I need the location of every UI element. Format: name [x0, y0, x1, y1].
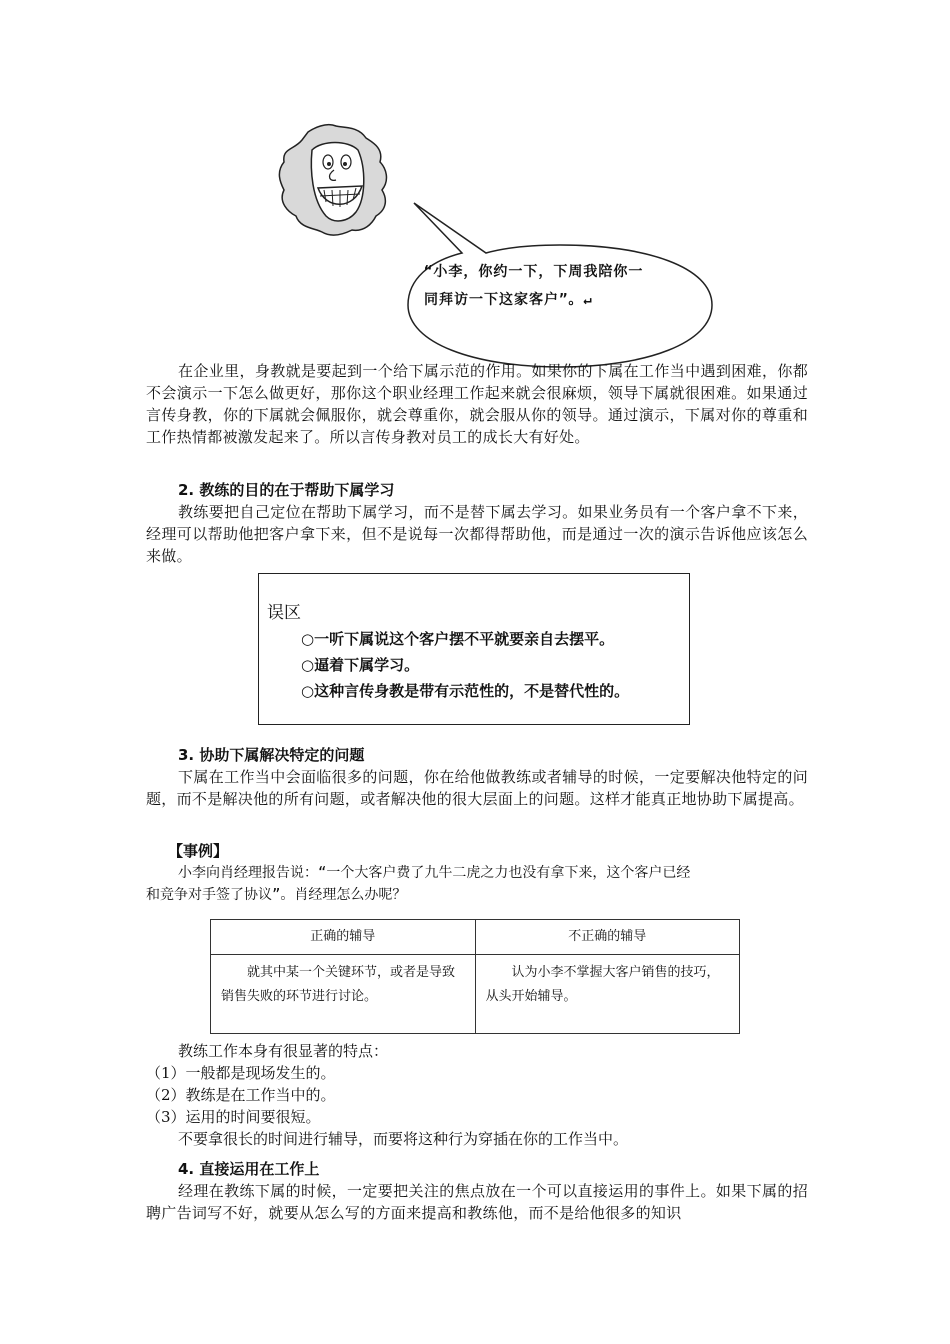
intro-paragraph: 在企业里，身教就是要起到一个给下属示范的作用。如果你的下属在工作当中遇到困难，你都不会演示一下怎么做更好，那你这个职业经理工作起来就会很麻烦，领导下属就很困难。如果通过言传身教，你的下属就会佩服你，就会尊重你，就会服从你的领导。通过演示，下属对你的尊重和工作热情都被激发起来了。所以言传身教对员工的成长大有好处。 — [146, 362, 808, 446]
section-2-body: 教练要把自己定位在帮助下属学习，而不是替下属去学习。如果业务员有一个客户拿不下来，经理可以帮助他把客户拿下来，但不是说每一次都得帮助他，而是通过一次的演示告诉他应该怎么来做。 — [146, 503, 808, 565]
section-3-heading: 3. 协助下属解决特定的问题 — [178, 746, 365, 764]
section-4-body: 经理在教练下属的时候，一定要把关注的焦点放在一个可以直接运用的事件上。如果下属的招聘广告词写不好，就要从怎么写的方面来提高和教练他，而不是给他很多的知识 — [146, 1182, 808, 1222]
features-closing: 不要拿很长的时间进行辅导，而要将这种行为穿插在你的工作当中。 — [178, 1130, 629, 1148]
feature-item-2: （2）教练是在工作当中的。 — [146, 1086, 336, 1104]
speech-bubble-line-2: 同拜访一下这家客户”。↵ — [424, 292, 593, 308]
section-2-heading: 2. 教练的目的在于帮助下属学习 — [178, 481, 395, 499]
table-header-incorrect: 不正确的辅导 — [475, 920, 740, 955]
table-row — [211, 955, 740, 1034]
table-cell-incorrect: 认为小李不掌握大客户销售的技巧，从头开始辅导。 — [475, 955, 740, 1034]
mistake-item-1: ○一听下属说这个客户摆不平就要亲自去摆平。 — [301, 630, 615, 648]
case-line-2: 和竞争对手签了协议”。肖经理怎么办呢？ — [146, 887, 407, 903]
mistake-item-3: ○这种言传身教是带有示范性的，不是替代性的。 — [301, 682, 630, 700]
section-3-body: 下属在工作当中会面临很多的问题，你在给他做教练或者辅导的时候，一定要解决他特定的问题，而不是解决他的所有问题，或者解决他的很大层面上的问题。这样才能真正地协助下属提高。 — [146, 768, 808, 808]
mistake-item-2: ○逼着下属学习。 — [301, 656, 420, 674]
table-header-correct: 正确的辅导 — [211, 920, 476, 955]
speech-bubble-text — [424, 258, 704, 314]
case-line-1: 小李向肖经理报告说：“一个大客户费了九牛二虎之力也没有拿下来，这个客户已经 — [178, 865, 691, 881]
mistake-box — [258, 573, 690, 725]
case-heading: 【事例】 — [168, 842, 229, 860]
speech-bubble-line-1: “小李，你约一下，下周我陪你一 — [424, 264, 644, 280]
smiling-face-illustration — [274, 120, 394, 240]
mistake-box-title: 误区 — [267, 603, 301, 623]
section-4-heading: 4. 直接运用在工作上 — [178, 1160, 320, 1178]
table-header-row — [211, 920, 740, 955]
feature-item-1: （1）一般都是现场发生的。 — [146, 1064, 336, 1082]
coaching-comparison-table — [210, 919, 740, 1034]
table-cell-correct: 就其中某一个关键环节，或者是导致销售失败的环节进行讨论。 — [211, 955, 476, 1034]
features-intro: 教练工作本身有很显著的特点： — [178, 1042, 389, 1060]
feature-item-3: （3）运用的时间要很短。 — [146, 1108, 321, 1126]
